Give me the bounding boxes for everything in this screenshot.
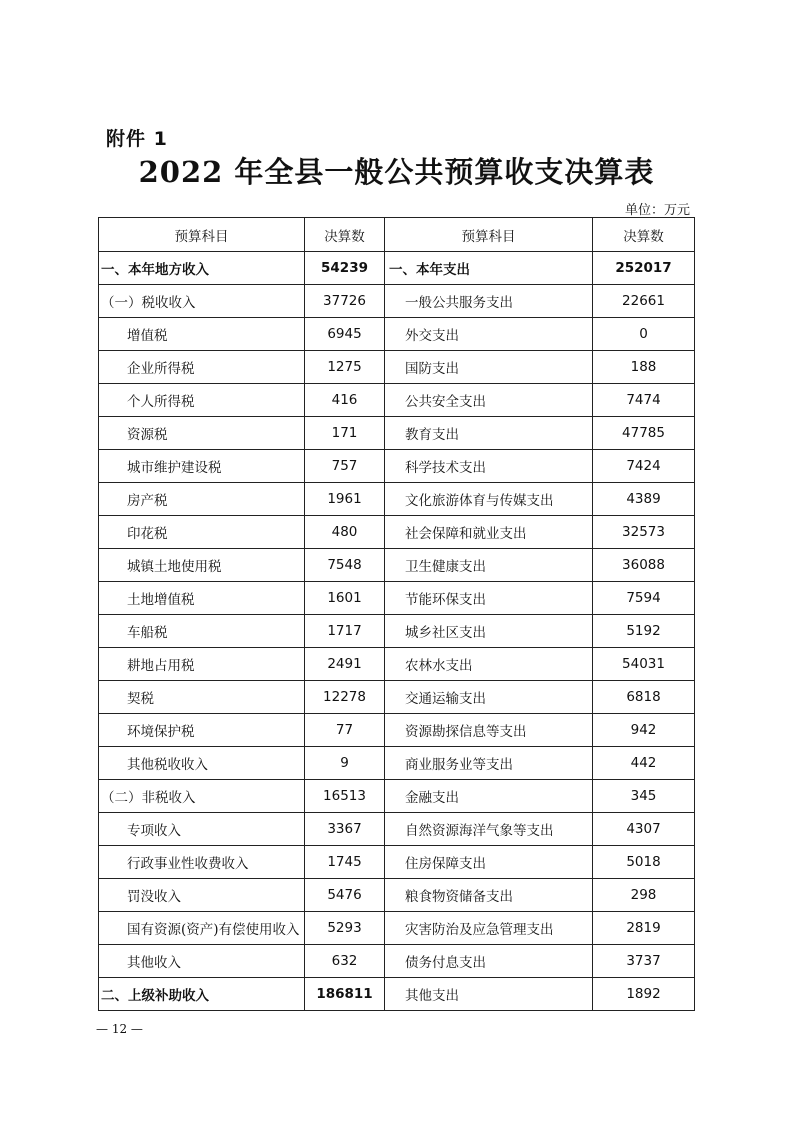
income-amount: 16513 — [305, 780, 385, 813]
income-item: 房产税 — [99, 483, 305, 516]
income-item: 专项收入 — [99, 813, 305, 846]
table-row — [99, 417, 695, 450]
expense-amount: 36088 — [593, 549, 695, 582]
expense-amount: 4389 — [593, 483, 695, 516]
expense-amount: 252017 — [593, 252, 695, 285]
expense-item: 公共安全支出 — [385, 384, 593, 417]
income-amount: 54239 — [305, 252, 385, 285]
table-row — [99, 615, 695, 648]
table-row — [99, 450, 695, 483]
unit-label: 单位：万元 — [624, 203, 690, 218]
table-row — [99, 483, 695, 516]
expense-item: 自然资源海洋气象等支出 — [385, 813, 593, 846]
table-row — [99, 978, 695, 1011]
expense-amount: 298 — [593, 879, 695, 912]
expense-amount: 3737 — [593, 945, 695, 978]
income-item: 环境保护税 — [99, 714, 305, 747]
expense-amount: 47785 — [593, 417, 695, 450]
income-item: （二）非税收入 — [99, 780, 305, 813]
table-row — [99, 549, 695, 582]
table-row — [99, 714, 695, 747]
income-amount: 3367 — [305, 813, 385, 846]
page-title: 2022 年全县一般公共预算收支决算表 — [138, 155, 655, 189]
expense-item: 债务付息支出 — [385, 945, 593, 978]
expense-item: 农林水支出 — [385, 648, 593, 681]
income-item: 车船税 — [99, 615, 305, 648]
expense-amount: 7424 — [593, 450, 695, 483]
income-amount: 171 — [305, 417, 385, 450]
table-header-row — [99, 218, 695, 252]
table-row — [99, 747, 695, 780]
annex-label: 附件 1 — [106, 128, 168, 150]
expense-item: 一般公共服务支出 — [385, 285, 593, 318]
income-amount: 186811 — [305, 978, 385, 1011]
income-item: 耕地占用税 — [99, 648, 305, 681]
income-item: 一、本年地方收入 — [99, 252, 305, 285]
income-item: 土地增值税 — [99, 582, 305, 615]
income-item: 二、上级补助收入 — [99, 978, 305, 1011]
income-amount: 77 — [305, 714, 385, 747]
table-row — [99, 252, 695, 285]
expense-amount: 5192 — [593, 615, 695, 648]
income-amount: 5476 — [305, 879, 385, 912]
expense-amount: 1892 — [593, 978, 695, 1011]
income-item: 罚没收入 — [99, 879, 305, 912]
header-income-amount: 决算数 — [305, 218, 385, 252]
income-item: （一）税收收入 — [99, 285, 305, 318]
table-row — [99, 813, 695, 846]
table-row — [99, 945, 695, 978]
page-number: — 12 — — [96, 1022, 143, 1036]
expense-amount: 54031 — [593, 648, 695, 681]
table-row — [99, 318, 695, 351]
expense-item: 交通运输支出 — [385, 681, 593, 714]
table-row — [99, 384, 695, 417]
expense-item: 节能环保支出 — [385, 582, 593, 615]
income-amount: 37726 — [305, 285, 385, 318]
expense-amount: 5018 — [593, 846, 695, 879]
expense-amount: 4307 — [593, 813, 695, 846]
expense-amount: 22661 — [593, 285, 695, 318]
expense-amount: 2819 — [593, 912, 695, 945]
table-row — [99, 285, 695, 318]
expense-amount: 345 — [593, 780, 695, 813]
income-amount: 2491 — [305, 648, 385, 681]
budget-table — [98, 217, 695, 1011]
expense-item: 社会保障和就业支出 — [385, 516, 593, 549]
expense-item: 卫生健康支出 — [385, 549, 593, 582]
income-item: 其他收入 — [99, 945, 305, 978]
expense-item: 金融支出 — [385, 780, 593, 813]
table-row — [99, 879, 695, 912]
income-item: 印花税 — [99, 516, 305, 549]
expense-item: 资源勘探信息等支出 — [385, 714, 593, 747]
income-item: 国有资源(资产)有偿使用收入 — [99, 912, 305, 945]
expense-amount: 7474 — [593, 384, 695, 417]
expense-amount: 442 — [593, 747, 695, 780]
income-amount: 480 — [305, 516, 385, 549]
income-amount: 1275 — [305, 351, 385, 384]
income-amount: 6945 — [305, 318, 385, 351]
header-expense-item: 预算科目 — [385, 218, 593, 252]
expense-item: 灾害防治及应急管理支出 — [385, 912, 593, 945]
expense-item: 教育支出 — [385, 417, 593, 450]
income-amount: 9 — [305, 747, 385, 780]
expense-item: 外交支出 — [385, 318, 593, 351]
table-row — [99, 681, 695, 714]
income-amount: 1601 — [305, 582, 385, 615]
income-amount: 757 — [305, 450, 385, 483]
income-item: 城镇土地使用税 — [99, 549, 305, 582]
expense-amount: 942 — [593, 714, 695, 747]
income-amount: 416 — [305, 384, 385, 417]
table-row — [99, 351, 695, 384]
table-row — [99, 582, 695, 615]
expense-amount: 32573 — [593, 516, 695, 549]
expense-item: 其他支出 — [385, 978, 593, 1011]
expense-item: 住房保障支出 — [385, 846, 593, 879]
income-amount: 5293 — [305, 912, 385, 945]
income-item: 契税 — [99, 681, 305, 714]
income-item: 企业所得税 — [99, 351, 305, 384]
income-amount: 1717 — [305, 615, 385, 648]
table-row — [99, 780, 695, 813]
expense-item: 粮食物资储备支出 — [385, 879, 593, 912]
expense-item: 城乡社区支出 — [385, 615, 593, 648]
income-item: 城市维护建设税 — [99, 450, 305, 483]
expense-amount: 0 — [593, 318, 695, 351]
income-amount: 1961 — [305, 483, 385, 516]
table-row — [99, 516, 695, 549]
table-row — [99, 912, 695, 945]
expense-item: 国防支出 — [385, 351, 593, 384]
income-amount: 7548 — [305, 549, 385, 582]
table-row — [99, 648, 695, 681]
expense-item: 一、本年支出 — [385, 252, 593, 285]
expense-item: 商业服务业等支出 — [385, 747, 593, 780]
header-income-item: 预算科目 — [99, 218, 305, 252]
expense-item: 文化旅游体育与传媒支出 — [385, 483, 593, 516]
header-expense-amount: 决算数 — [593, 218, 695, 252]
expense-amount: 7594 — [593, 582, 695, 615]
expense-amount: 188 — [593, 351, 695, 384]
income-amount: 12278 — [305, 681, 385, 714]
income-item: 增值税 — [99, 318, 305, 351]
expense-item: 科学技术支出 — [385, 450, 593, 483]
income-amount: 632 — [305, 945, 385, 978]
income-item: 个人所得税 — [99, 384, 305, 417]
income-item: 行政事业性收费收入 — [99, 846, 305, 879]
income-amount: 1745 — [305, 846, 385, 879]
table-row — [99, 846, 695, 879]
income-item: 资源税 — [99, 417, 305, 450]
income-item: 其他税收收入 — [99, 747, 305, 780]
expense-amount: 6818 — [593, 681, 695, 714]
